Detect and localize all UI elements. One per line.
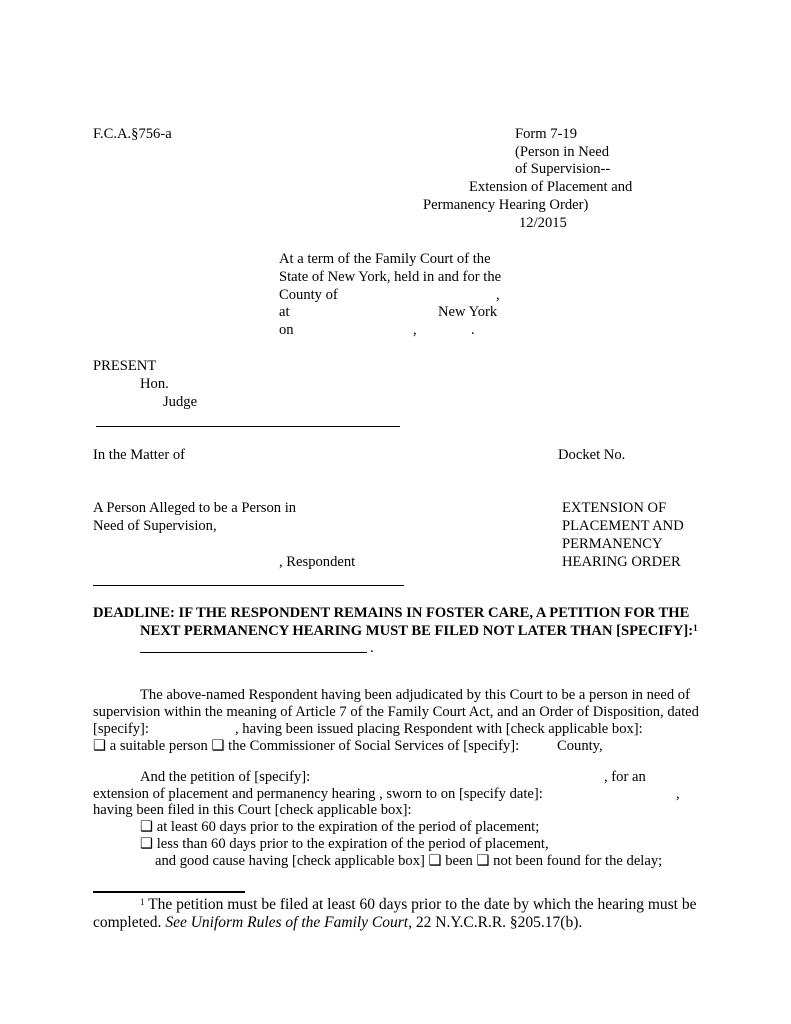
- form-subtitle-line: Extension of Placement and: [469, 179, 633, 195]
- county-comma: ,: [496, 287, 500, 303]
- body-text: County,: [557, 738, 603, 754]
- form-subtitle-line: Permanency Hearing Order): [423, 197, 589, 213]
- deadline-line: NEXT PERMANENCY HEARING MUST BE FILED NOT LATER THAN [SPECIFY]:$^1$: [140, 623, 698, 639]
- order-title-line: PLACEMENT AND: [562, 518, 684, 534]
- body-text: , for an: [604, 769, 646, 785]
- state-name: New York: [438, 304, 498, 320]
- form-number: Form 7-19: [515, 126, 578, 142]
- footnote-number: 1: [140, 897, 145, 907]
- body-text: [specify]:: [93, 721, 149, 737]
- filing-option: ❑ at least 60 days prior to the expiration of the period of placement;: [140, 819, 540, 835]
- body-text: And the petition of [specify]:: [140, 769, 311, 785]
- respondent-label: , Respondent: [279, 554, 356, 570]
- deadline-line: DEADLINE: IF THE RESPONDENT REMAINS IN FOSTER CARE, A PETITION FOR THE: [93, 605, 690, 621]
- docket-label: Docket No.: [558, 447, 626, 463]
- filing-option: ❑ less than 60 days prior to the expiration of the period of placement,: [140, 836, 549, 852]
- form-date: 12/2015: [519, 215, 567, 231]
- caption-rule: [93, 585, 404, 586]
- body-text: The above-named Respondent having been adjudicated by this Court to be a person in need of: [140, 687, 690, 703]
- respondent-description: A Person Alleged to be a Person in: [93, 500, 297, 516]
- on-comma: ,: [413, 322, 417, 338]
- court-term-line: State of New York, held in and for the: [279, 269, 502, 285]
- footnote-separator: [93, 891, 245, 893]
- filing-option: and good cause having [check applicable box] ❑ been ❑ not been found for the delay;: [155, 853, 663, 869]
- on-label: on: [279, 322, 294, 338]
- order-title-line: EXTENSION OF: [562, 500, 667, 516]
- deadline-blank-end: .: [370, 640, 374, 656]
- statute-reference: F.C.A.§756-a: [93, 126, 172, 142]
- court-term-line: At a term of the Family Court of the: [279, 251, 491, 267]
- body-text: ,: [676, 786, 680, 802]
- body-text: having been filed in this Court [check applicable box]:: [93, 802, 412, 818]
- form-subtitle-line: of Supervision--: [515, 161, 611, 177]
- order-title-line: PERMANENCY: [562, 536, 663, 552]
- form-subtitle-line: (Person in Need: [515, 144, 610, 160]
- body-text: , having been issued placing Respondent with [check applicable box]:: [235, 721, 643, 737]
- body-text: extension of placement and permanency hearing , sworn to on [specify date]:: [93, 786, 543, 802]
- footnote-text: completed. See Uniform Rules of the Family Court, 22 N.Y.C.R.R. §205.17(b).: [93, 914, 583, 931]
- matter-label: In the Matter of: [93, 447, 185, 463]
- respondent-description: Need of Supervision,: [93, 518, 217, 534]
- hon-label: Hon.: [140, 376, 169, 392]
- body-text: supervision within the meaning of Article 7 of the Family Court Act, and an Order of Disposition, dated: [93, 704, 699, 720]
- placement-options: ❑ a suitable person ❑ the Commissioner of Social Services of [specify]:: [93, 738, 520, 754]
- county-label: County of: [279, 287, 338, 303]
- present-label: PRESENT: [93, 358, 157, 374]
- caption-rule: [96, 426, 400, 427]
- at-label: at: [279, 304, 290, 320]
- judge-label: Judge: [163, 394, 198, 410]
- deadline-blank: [140, 652, 367, 653]
- order-title-line: HEARING ORDER: [562, 554, 681, 570]
- footnote-text: $^1$ The petition must be filed at least 60 days prior to the date by which the hearing must be: [140, 896, 697, 913]
- on-period: .: [471, 322, 475, 338]
- footnote-ref: 1: [693, 623, 698, 633]
